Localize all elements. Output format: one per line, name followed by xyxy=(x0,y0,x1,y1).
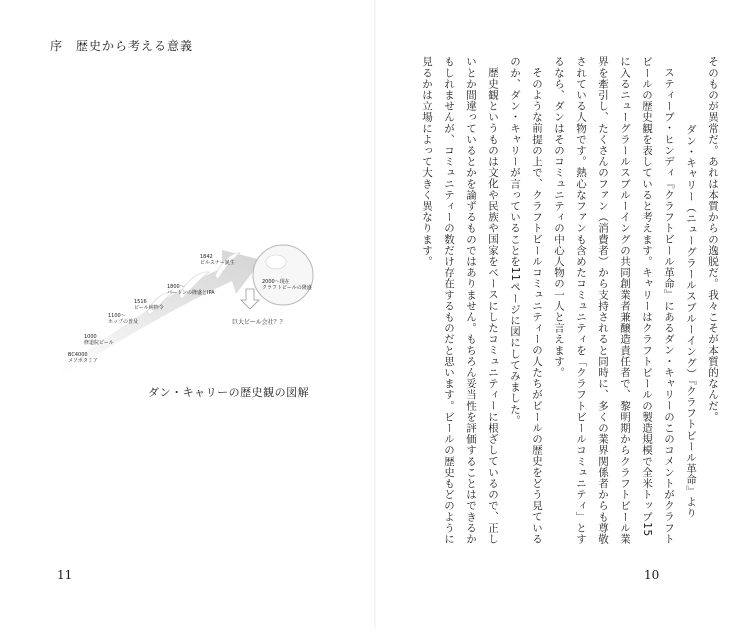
timeline-year: BC4000 xyxy=(68,352,88,358)
history-figure xyxy=(0,0,374,629)
timeline-label: メソポタミア xyxy=(68,358,98,364)
timeline-year: 1100～ xyxy=(108,313,126,319)
left-page xyxy=(0,0,374,629)
body-paragraph: スティーブ・ヒンディ『クラフトビール革命』にあるダン・キャリーのこのコメントがクラフトビールの歴史観を表していると考えます。キャリーはクラフトビールの製造規模で全米トップ15に入るニューグラールスブルーイングの共同創業者兼醸造責任者で、黎明期からクラフトビール業界を牽引し、たくさんのファン（消費者）から支持されると同時に、多くの業界関係者からも尊敬されている人物です。熱心なファンも含めたコミュニティを「クラフトビールコミュニティ」とするなら、ダンはそのコミュニティの中心人物の一人と言えます。 xyxy=(553,56,675,545)
timeline-label: ホップの普及 xyxy=(108,319,139,325)
down-arrow-icon xyxy=(241,289,259,309)
timeline-label: バートンの隆盛とIPA xyxy=(167,290,215,296)
timeline-year: 1800～ xyxy=(167,284,185,290)
right-page xyxy=(376,0,750,629)
present-circle xyxy=(253,245,313,305)
quote-attribution: ダン・キャリー（ニューグラールスブルーイング）『クラフトビール革命』より xyxy=(685,124,697,519)
body-paragraph: そのような前提の上で、クラフトビールコミュニティーの人たちがビールの歴史をどう見ているのか、ダン・キャリーが言っていることを11ページに図にしてみました。 xyxy=(509,56,543,544)
page-number-right: 10 xyxy=(644,568,660,582)
present-circle-highlight xyxy=(266,255,286,269)
big-brewer-callout: 巨大ビール会社？？ xyxy=(232,319,286,326)
timeline-label: ビール純粋令 xyxy=(134,305,164,311)
running-head: 序 歴史から考える意義 xyxy=(50,39,194,53)
timeline-label: ピルスナー誕生 xyxy=(200,260,235,266)
timeline-year: 2000～現在 xyxy=(262,279,290,285)
timeline-label: クラフトビールの隆盛 xyxy=(262,285,312,291)
timeline-year: 1842 xyxy=(200,254,213,260)
timeline-year: 1516 xyxy=(134,299,147,305)
body-paragraph: 歴史観というものは文化や民族や国家をベースにしたコミュニティーに根ざしているので、正しいとか間違っているとかを論ずるものではありません。もちろん妥当性を評価することはできるかもしれませんが、コミュニティーの数だけ存在するものだと思います。ビールの歴史もどのように見るかは立場によって大きく異なります。 xyxy=(421,56,499,545)
timeline-label: 修道院ビール xyxy=(84,340,114,346)
page-number-left: 11 xyxy=(57,568,73,582)
timeline-year: 1000 xyxy=(84,334,97,340)
figure-caption: ダン・キャリーの歴史観の図解 xyxy=(148,386,310,399)
body-text xyxy=(404,56,724,546)
quote-paragraph: そのものが異常だ。あれは本質からの逸脱だ。我々こそが本質的なんだ。 xyxy=(707,56,719,423)
